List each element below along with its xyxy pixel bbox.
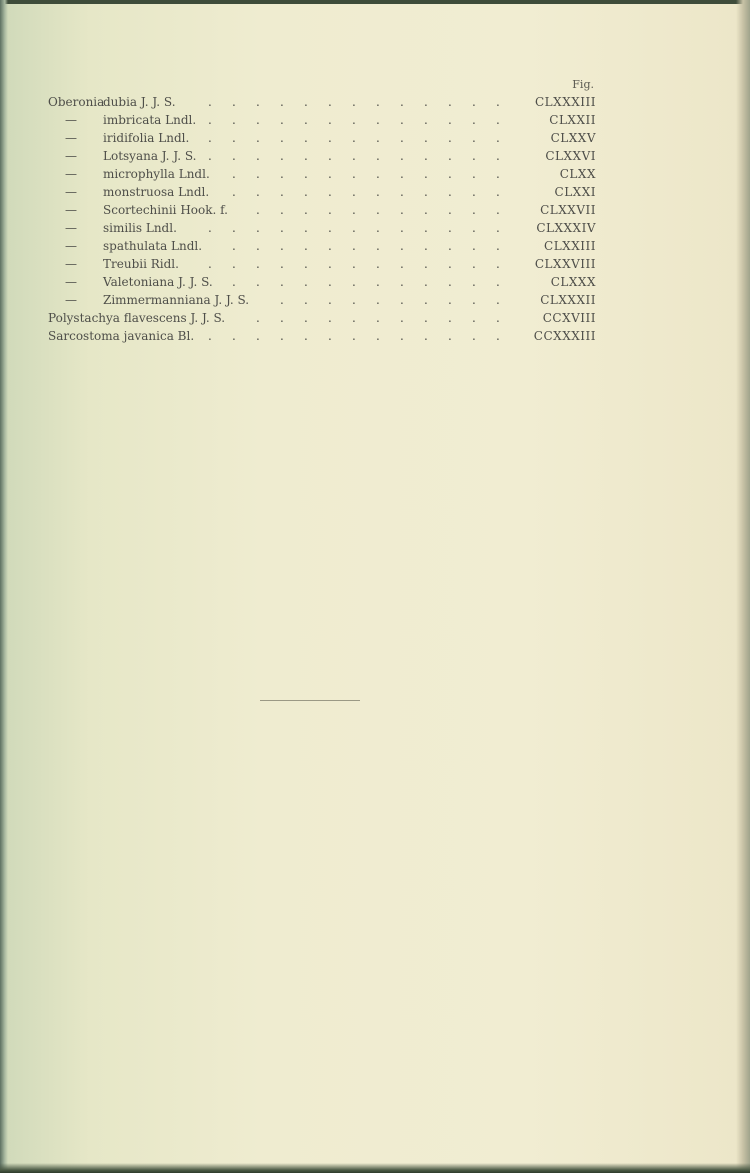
leader-dot: . [352,131,356,145]
leader-dot: . [496,293,500,307]
leader-dot: . [280,221,284,235]
ditto-dash: — [65,275,77,289]
leader-dot: . [256,203,260,217]
index-entry [48,327,596,345]
leader-dot: . [400,275,404,289]
leader-dot: . [496,239,500,253]
leader-dot: . [448,113,452,127]
leader-dot: . [232,275,236,289]
leader-dot: . [472,149,476,163]
figure-number: CLXXVI [545,149,596,163]
leader-dot: . [232,221,236,235]
leader-dot: . [352,221,356,235]
leader-dot: . [472,113,476,127]
species-name: similis Lndl. [103,221,177,235]
leader-dot: . [304,293,308,307]
ditto-dash: — [65,113,77,127]
leader-dot: . [448,131,452,145]
leader-dot: . [328,275,332,289]
leader-dot: . [424,311,428,325]
leader-dot: . [256,239,260,253]
leader-dot: . [280,293,284,307]
leader-dot: . [280,311,284,325]
leader-dot: . [424,167,428,181]
leader-dot: . [472,311,476,325]
species-name: Polystachya flavescens J. J. S. [48,311,226,325]
leader-dot: . [208,113,212,127]
leader-dot: . [376,239,380,253]
index-entry [48,309,596,327]
species-name: microphylla Lndl. [103,167,210,181]
leader-dot: . [472,167,476,181]
leader-dot: . [496,329,500,343]
ditto-dash: — [65,239,77,253]
leader-dot: . [352,329,356,343]
leader-dot: . [448,275,452,289]
leader-dot: . [400,131,404,145]
leader-dot: . [304,275,308,289]
leader-dot: . [280,185,284,199]
index-entry [48,201,596,219]
leader-dot: . [232,113,236,127]
leader-dot: . [352,167,356,181]
leader-dot: . [256,275,260,289]
figure-number: CLXXXIV [536,221,596,235]
leader-dot: . [424,131,428,145]
ditto-dash: — [65,203,77,217]
index-entry [48,255,596,273]
figure-number: CLXXX [550,275,596,289]
leader-dot: . [376,185,380,199]
leader-dot: . [448,293,452,307]
leader-dot: . [376,275,380,289]
leader-dot: . [328,167,332,181]
leader-dot: . [280,113,284,127]
leader-dot: . [472,203,476,217]
leader-dot: . [328,257,332,271]
leader-dot: . [472,257,476,271]
ditto-dash: — [65,149,77,163]
leader-dot: . [328,311,332,325]
leader-dot: . [256,149,260,163]
leader-dot: . [352,203,356,217]
leader-dot: . [304,185,308,199]
leader-dot: . [328,185,332,199]
leader-dot: . [472,95,476,109]
leader-dot: . [256,167,260,181]
leader-dot: . [208,131,212,145]
leader-dot: . [280,131,284,145]
leader-dot: . [232,167,236,181]
leader-dot: . [304,113,308,127]
leader-dot: . [472,239,476,253]
leader-dot: . [256,131,260,145]
leader-dot: . [376,221,380,235]
leader-dot: . [448,95,452,109]
leader-dot: . [400,257,404,271]
leader-dot: . [208,95,212,109]
species-name: Zimmermanniana J. J. S. [103,293,250,307]
index-entry [48,165,596,183]
leader-dot: . [424,293,428,307]
leader-dot: . [424,329,428,343]
figure-number: CLXXVII [540,203,596,217]
leader-dot: . [424,239,428,253]
leader-dot: . [328,329,332,343]
figure-number: CLXX [559,167,596,181]
leader-dot: . [304,311,308,325]
species-name: imbricata Lndl. [103,113,197,127]
leader-dot: . [328,221,332,235]
leader-dot: . [496,113,500,127]
ditto-dash: — [65,293,77,307]
species-name: dubia J. J. S. [103,95,176,109]
leader-dot: . [376,329,380,343]
figure-number: CCXVIII [542,311,596,325]
index-entry [48,111,596,129]
leader-dot: . [352,149,356,163]
leader-dot: . [376,113,380,127]
leader-dot: . [280,95,284,109]
leader-dot: . [424,203,428,217]
page-right-edge [736,0,750,1173]
species-name: iridifolia Lndl. [103,131,190,145]
section-divider [260,700,360,701]
leader-dot: . [352,113,356,127]
leader-dot: . [232,149,236,163]
leader-dot: . [376,131,380,145]
ditto-dash: — [65,257,77,271]
index-entry [48,273,596,291]
fig-column-header: Fig. [572,78,594,91]
leader-dot: . [232,185,236,199]
leader-dot: . [328,203,332,217]
leader-dot: . [256,113,260,127]
leader-dot: . [352,95,356,109]
leader-dot: . [400,167,404,181]
leader-dot: . [376,95,380,109]
leader-dot: . [352,275,356,289]
leader-dot: . [424,185,428,199]
figure-index-list [48,93,596,345]
leader-dot: . [496,275,500,289]
figure-number: CLXXI [554,185,596,199]
leader-dot: . [352,311,356,325]
species-name: Valetoniana J. J. S. [103,275,213,289]
figure-number: CLXXV [550,131,596,145]
leader-dot: . [496,149,500,163]
index-entry [48,183,596,201]
leader-dot: . [424,275,428,289]
leader-dot: . [304,95,308,109]
figure-number: CCXXXIII [533,329,596,343]
leader-dot: . [256,185,260,199]
genus-name: Oberonia [48,95,105,109]
figure-number: CLXXXII [540,293,596,307]
leader-dot: . [280,275,284,289]
leader-dot: . [496,185,500,199]
leader-dot: . [424,149,428,163]
leader-dot: . [448,167,452,181]
leader-dot: . [256,221,260,235]
leader-dot: . [400,113,404,127]
leader-dot: . [232,131,236,145]
leader-dot: . [328,293,332,307]
leader-dot: . [304,329,308,343]
figure-number: CLXXXIII [535,95,596,109]
leader-dot: . [400,329,404,343]
leader-dot: . [448,329,452,343]
leader-dot: . [256,95,260,109]
index-entry [48,237,596,255]
leader-dot: . [280,167,284,181]
leader-dot: . [328,95,332,109]
leader-dot: . [400,293,404,307]
leader-dot: . [496,257,500,271]
leader-dot: . [376,167,380,181]
leader-dot: . [424,95,428,109]
species-name: Lotsyana J. J. S. [103,149,197,163]
leader-dot: . [472,275,476,289]
figure-number: CLXXII [549,113,596,127]
leader-dot: . [352,185,356,199]
leader-dot: . [304,257,308,271]
species-name: spathulata Lndl. [103,239,203,253]
index-entry [48,219,596,237]
leader-dot: . [496,131,500,145]
leader-dot: . [472,185,476,199]
leader-dot: . [448,239,452,253]
leader-dot: . [400,185,404,199]
leader-dot: . [400,239,404,253]
leader-dot: . [328,131,332,145]
leader-dot: . [280,329,284,343]
leader-dot: . [376,149,380,163]
leader-dot: . [448,203,452,217]
leader-dot: . [424,221,428,235]
leader-dot: . [400,95,404,109]
leader-dot: . [448,257,452,271]
leader-dot: . [208,221,212,235]
leader-dot: . [352,293,356,307]
leader-dot: . [328,149,332,163]
leader-dot: . [304,131,308,145]
leader-dot: . [472,329,476,343]
leader-dot: . [280,149,284,163]
leader-dot: . [472,221,476,235]
leader-dot: . [208,257,212,271]
leader-dot: . [328,113,332,127]
leader-dot: . [232,95,236,109]
species-name: Scortechinii Hook. f. [103,203,228,217]
leader-dot: . [400,311,404,325]
ditto-dash: — [65,221,77,235]
index-entry [48,93,596,111]
leader-dot: . [448,185,452,199]
leader-dot: . [424,113,428,127]
page-bottom-edge [0,1163,750,1173]
leader-dot: . [256,257,260,271]
leader-dot: . [496,95,500,109]
leader-dot: . [448,311,452,325]
leader-dot: . [280,239,284,253]
index-entry [48,129,596,147]
leader-dot: . [424,257,428,271]
leader-dot: . [304,167,308,181]
leader-dot: . [208,329,212,343]
leader-dot: . [496,167,500,181]
leader-dot: . [304,149,308,163]
leader-dot: . [472,131,476,145]
leader-dot: . [280,203,284,217]
leader-dot: . [304,239,308,253]
leader-dot: . [376,203,380,217]
leader-dot: . [496,311,500,325]
page-binding-edge [0,0,8,1173]
leader-dot: . [376,293,380,307]
species-name: Sarcostoma javanica Bl. [48,329,195,343]
leader-dot: . [280,257,284,271]
species-name: Treubii Ridl. [103,257,179,271]
leader-dot: . [208,149,212,163]
page-top-edge [0,0,750,4]
leader-dot: . [448,149,452,163]
leader-dot: . [352,257,356,271]
leader-dot: . [496,221,500,235]
leader-dot: . [496,203,500,217]
species-name: monstruosa Lndl. [103,185,210,199]
leader-dot: . [376,257,380,271]
figure-number: CLXXVIII [534,257,596,271]
leader-dot: . [472,293,476,307]
leader-dot: . [304,203,308,217]
figure-number: CLXXIII [544,239,596,253]
leader-dot: . [232,257,236,271]
leader-dot: . [304,221,308,235]
index-entry [48,291,596,309]
leader-dot: . [352,239,356,253]
leader-dot: . [376,311,380,325]
ditto-dash: — [65,167,77,181]
leader-dot: . [448,221,452,235]
leader-dot: . [400,203,404,217]
leader-dot: . [256,329,260,343]
leader-dot: . [256,311,260,325]
ditto-dash: — [65,131,77,145]
index-entry [48,147,596,165]
ditto-dash: — [65,185,77,199]
leader-dot: . [232,329,236,343]
leader-dot: . [328,239,332,253]
leader-dot: . [232,239,236,253]
leader-dot: . [400,221,404,235]
leader-dot: . [400,149,404,163]
